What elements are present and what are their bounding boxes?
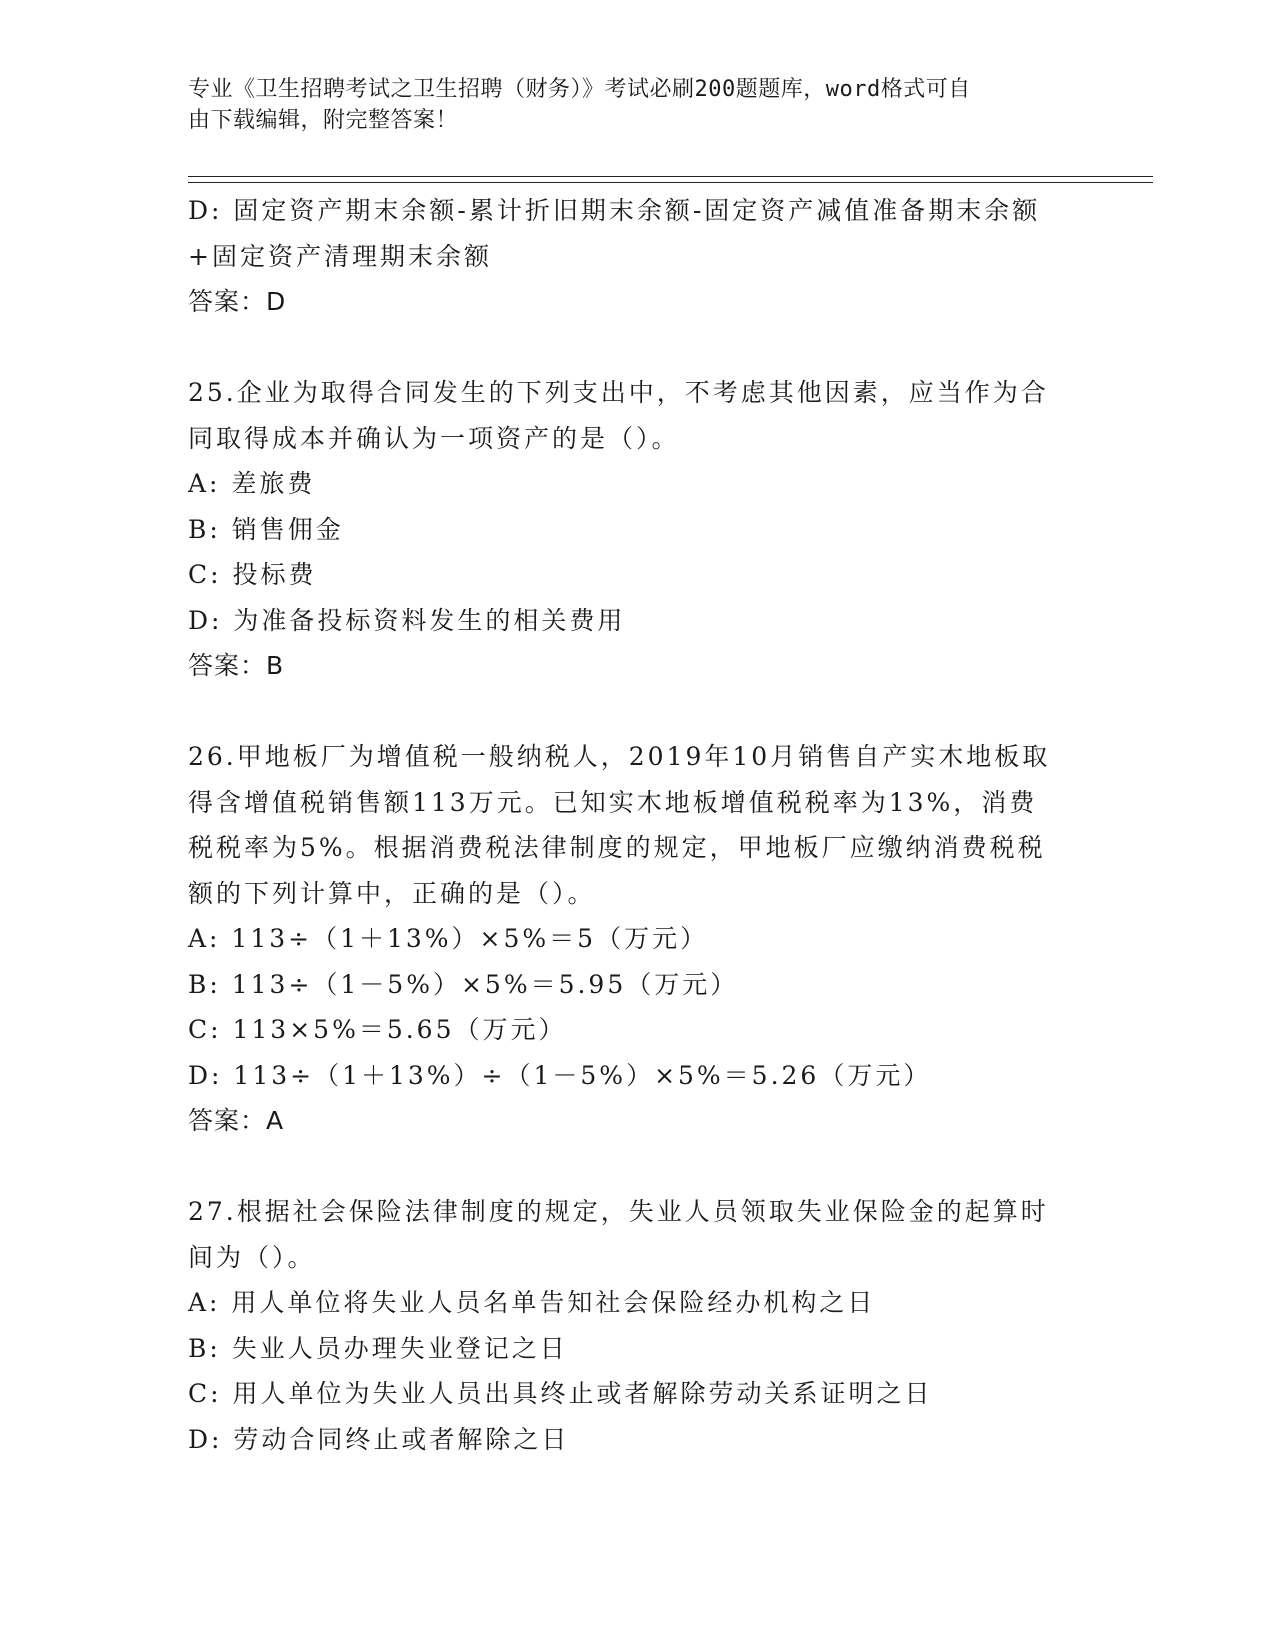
option-d: D: 113÷（1＋13%）÷（1－5%）×5%＝5.26（万元） bbox=[188, 1060, 932, 1090]
option-b: B: 113÷（1－5%）×5%＝5.95（万元） bbox=[188, 969, 739, 999]
answer-label: 答案：D bbox=[188, 287, 287, 316]
option-b: B: 销售佣金 bbox=[188, 514, 344, 544]
spacer bbox=[188, 1144, 1088, 1190]
question-stem-line: 税税率为5%。根据消费税法律制度的规定，甲地板厂应缴纳消费税税 bbox=[188, 833, 1046, 862]
question-stem-line: 同取得成本并确认为一项资产的是（）。 bbox=[188, 423, 680, 453]
question-stem-line: 得含增值税销售额113万元。已知实木地板增值税税率为13%，消费 bbox=[188, 787, 1038, 817]
option-a: A: 差旅费 bbox=[188, 469, 316, 498]
question-stem-line: 额的下列计算中，正确的是（）。 bbox=[188, 878, 596, 908]
header-divider-bottom bbox=[188, 182, 1153, 183]
header-divider-top bbox=[188, 176, 1153, 177]
answer-label: 答案：B bbox=[188, 651, 285, 680]
option-b: B: 失业人员办理失业登记之日 bbox=[188, 1333, 568, 1363]
option-a: A: 用人单位将失业人员名单告知社会保险经办机构之日 bbox=[188, 1288, 876, 1317]
header-line-2: 由下载编辑，附完整答案！ bbox=[188, 108, 459, 133]
question-26 bbox=[188, 734, 1088, 1144]
option-d-line-1: D: 固定资产期末余额-累计折旧期末余额-固定资产减值准备期末余额 bbox=[188, 196, 1041, 225]
question-content bbox=[188, 188, 1088, 1462]
answer-label: 答案：A bbox=[188, 1106, 285, 1135]
question-24-tail bbox=[188, 188, 1088, 325]
question-25 bbox=[188, 370, 1088, 689]
option-c: C: 113×5%＝5.65（万元） bbox=[188, 1015, 567, 1044]
option-d: D: 为准备投标资料发生的相关费用 bbox=[188, 605, 626, 635]
header-line-1: 专业《卫生招聘考试之卫生招聘（财务）》考试必刷200题题库，word格式可自 bbox=[188, 77, 971, 102]
option-a: A: 113÷（1＋13%）×5%＝5（万元） bbox=[188, 924, 709, 953]
page-header bbox=[188, 74, 1068, 136]
question-stem-line: 27.根据社会保险法律制度的规定，失业人员领取失业保险金的起算时 bbox=[188, 1197, 1049, 1226]
option-d: D: 劳动合同终止或者解除之日 bbox=[188, 1424, 570, 1454]
option-c: C: 投标费 bbox=[188, 560, 317, 589]
question-stem-line: 间为（）。 bbox=[188, 1242, 316, 1272]
spacer bbox=[188, 689, 1088, 735]
spacer bbox=[188, 325, 1088, 371]
question-stem-line: 25.企业为取得合同发生的下列支出中，不考虑其他因素，应当作为合 bbox=[188, 378, 1049, 407]
option-d-line-2: +固定资产清理期末余额 bbox=[188, 241, 492, 271]
question-27 bbox=[188, 1189, 1088, 1462]
option-c: C: 用人单位为失业人员出具终止或者解除劳动关系证明之日 bbox=[188, 1379, 933, 1408]
question-stem-line: 26.甲地板厂为增值税一般纳税人，2019年10月销售自产实木地板取 bbox=[188, 742, 1051, 771]
